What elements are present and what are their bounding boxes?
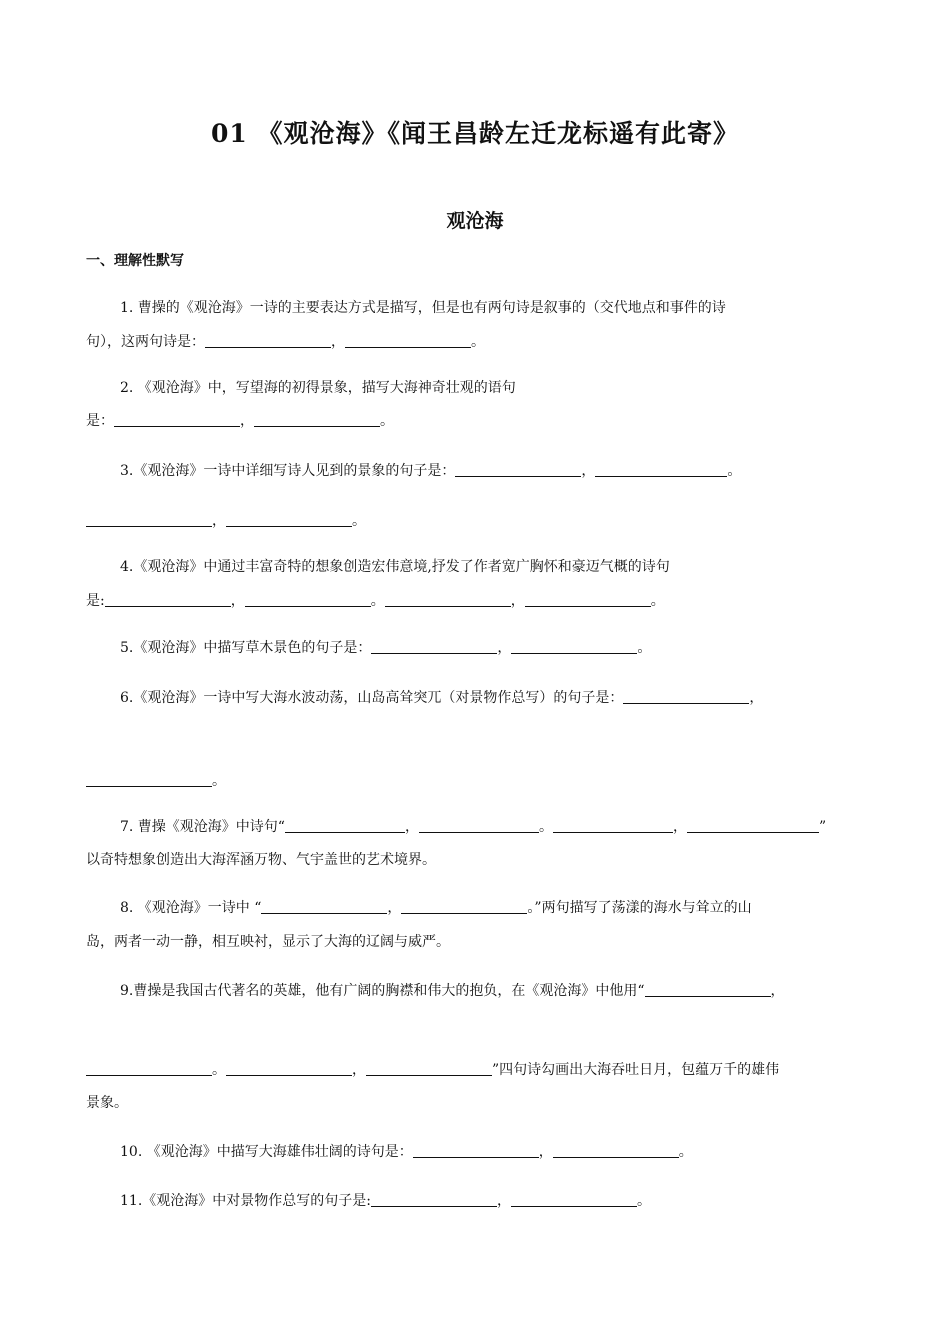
answer-blank[interactable] xyxy=(525,592,651,607)
answer-blank[interactable] xyxy=(86,512,212,527)
question-9-line-1 xyxy=(120,981,785,1001)
punct: 。 xyxy=(370,593,385,609)
punct: ， xyxy=(387,900,402,916)
answer-blank[interactable] xyxy=(226,1061,352,1076)
punct: ， xyxy=(230,593,245,609)
answer-blank[interactable] xyxy=(345,333,471,348)
answer-blank[interactable] xyxy=(455,462,581,477)
punct: 。 xyxy=(212,1062,226,1078)
answer-blank[interactable] xyxy=(595,462,727,477)
question-9-text: 9.曹操是我国古代著名的英雄，他有广阔的胸襟和伟大的抱负，在《观沧海》中他用“ xyxy=(120,983,645,999)
answer-blank[interactable] xyxy=(645,982,771,997)
question-6-line-2 xyxy=(86,771,226,791)
punct: 。 xyxy=(637,640,652,656)
answer-blank[interactable] xyxy=(285,818,405,833)
question-5-line-1 xyxy=(120,638,651,658)
question-5-text: 5.《观沧海》中描写草木景色的句子是： xyxy=(120,640,372,656)
punct: ， xyxy=(510,593,525,609)
question-3-text: 3.《观沧海》一诗中详细写诗人见到的景象的句子是： xyxy=(120,463,456,479)
punct: ， xyxy=(404,819,419,835)
punct: ， xyxy=(352,1062,366,1078)
answer-blank[interactable] xyxy=(114,412,240,427)
question-8-line-2: 岛，两者一动一静，相互映衬，显示了大海的辽阔与威严。 xyxy=(86,934,450,950)
question-1-text: 句），这两句诗是： xyxy=(86,334,205,350)
question-4-line-2 xyxy=(86,591,665,611)
punct: ， xyxy=(240,413,254,429)
answer-blank[interactable] xyxy=(261,899,387,914)
question-9-line-2 xyxy=(86,1060,779,1080)
punct: 。 xyxy=(471,334,485,350)
punct: 。 xyxy=(727,463,742,479)
punct: ， xyxy=(770,983,785,999)
answer-blank[interactable] xyxy=(86,1061,212,1076)
punct: ” xyxy=(818,819,827,835)
question-2-text: 是： xyxy=(86,413,114,429)
question-2-line-1: 2. 《观沧海》中，写望海的初得景象，描写大海神奇壮观的语句 xyxy=(120,380,516,396)
punct: 。 xyxy=(212,773,226,789)
answer-blank[interactable] xyxy=(371,1192,497,1207)
question-8-line-1 xyxy=(120,898,752,918)
punct: ， xyxy=(212,513,226,529)
question-7-line-2: 以奇特想象创造出大海浑涵万物、气宇盖世的艺术境界。 xyxy=(86,852,436,868)
question-10-text: 10. 《观沧海》中描写大海雄伟壮阔的诗句是： xyxy=(120,1144,413,1160)
answer-blank[interactable] xyxy=(254,412,380,427)
answer-blank[interactable] xyxy=(226,512,352,527)
punct: ， xyxy=(497,640,512,656)
punct: ， xyxy=(538,1144,553,1160)
question-6-text: 6.《观沧海》一诗中写大海水波动荡，山岛高耸突兀（对景物作总写）的句子是： xyxy=(120,690,624,706)
answer-blank[interactable] xyxy=(553,818,673,833)
answer-blank[interactable] xyxy=(205,333,331,348)
punct: 。 xyxy=(380,413,394,429)
question-1-line-1: 1. 曹操的《观沧海》一诗的主要表达方式是描写，但是也有两句诗是叙事的（交代地点和事件的诗 xyxy=(120,300,726,316)
punct: 。 xyxy=(636,1193,651,1209)
answer-blank[interactable] xyxy=(687,818,819,833)
punct: ， xyxy=(496,1193,511,1209)
punct: ， xyxy=(749,690,764,706)
answer-blank[interactable] xyxy=(419,818,539,833)
question-4-line-1: 4.《观沧海》中通过丰富奇特的想象创造宏伟意境,抒发了作者宽广胸怀和豪迈气概的诗句 xyxy=(120,559,670,575)
question-3-line-2 xyxy=(86,511,366,531)
question-6-line-1 xyxy=(120,688,763,708)
question-2-line-2 xyxy=(86,411,394,431)
answer-blank[interactable] xyxy=(105,592,231,607)
question-11-line-1 xyxy=(120,1191,651,1211)
question-3-line-1 xyxy=(120,461,741,481)
page-title: 01 《观沧海》《闻王昌龄左迁龙标遥有此寄》 xyxy=(211,119,739,148)
question-1-line-2 xyxy=(86,332,485,352)
poem-title: 观沧海 xyxy=(446,210,504,232)
punct: ， xyxy=(672,819,687,835)
punct: 。 xyxy=(678,1144,693,1160)
punct: 。 xyxy=(538,819,553,835)
answer-blank[interactable] xyxy=(511,639,637,654)
question-7-text: 7. 曹操《观沧海》中诗句“ xyxy=(120,819,285,835)
answer-blank[interactable] xyxy=(245,592,371,607)
question-11-text: 11.《观沧海》中对景物作总写的句子是: xyxy=(120,1193,371,1209)
question-10-line-1 xyxy=(120,1142,693,1162)
answer-blank[interactable] xyxy=(401,899,527,914)
answer-blank[interactable] xyxy=(553,1143,679,1158)
answer-blank[interactable] xyxy=(86,772,212,787)
answer-blank[interactable] xyxy=(371,639,497,654)
answer-blank[interactable] xyxy=(413,1143,539,1158)
question-9-line-3: 景象。 xyxy=(86,1095,128,1111)
answer-blank[interactable] xyxy=(511,1192,637,1207)
punct: 。 xyxy=(352,513,366,529)
question-8-text: 8. 《观沧海》一诗中 “ xyxy=(120,900,262,916)
answer-blank[interactable] xyxy=(366,1061,492,1076)
punct: ， xyxy=(581,463,596,479)
punct: 。 xyxy=(650,593,665,609)
question-8-text-2: 。”两句描写了荡漾的海水与耸立的山 xyxy=(527,900,752,916)
question-4-text: 是: xyxy=(86,593,105,609)
question-9-text-2: ”四句诗勾画出大海吞吐日月，包蕴万千的雄伟 xyxy=(492,1062,780,1078)
section-heading: 一、理解性默写 xyxy=(86,253,184,269)
question-7-line-1 xyxy=(120,817,826,837)
answer-blank[interactable] xyxy=(623,689,749,704)
punct: ， xyxy=(331,334,345,350)
answer-blank[interactable] xyxy=(385,592,511,607)
